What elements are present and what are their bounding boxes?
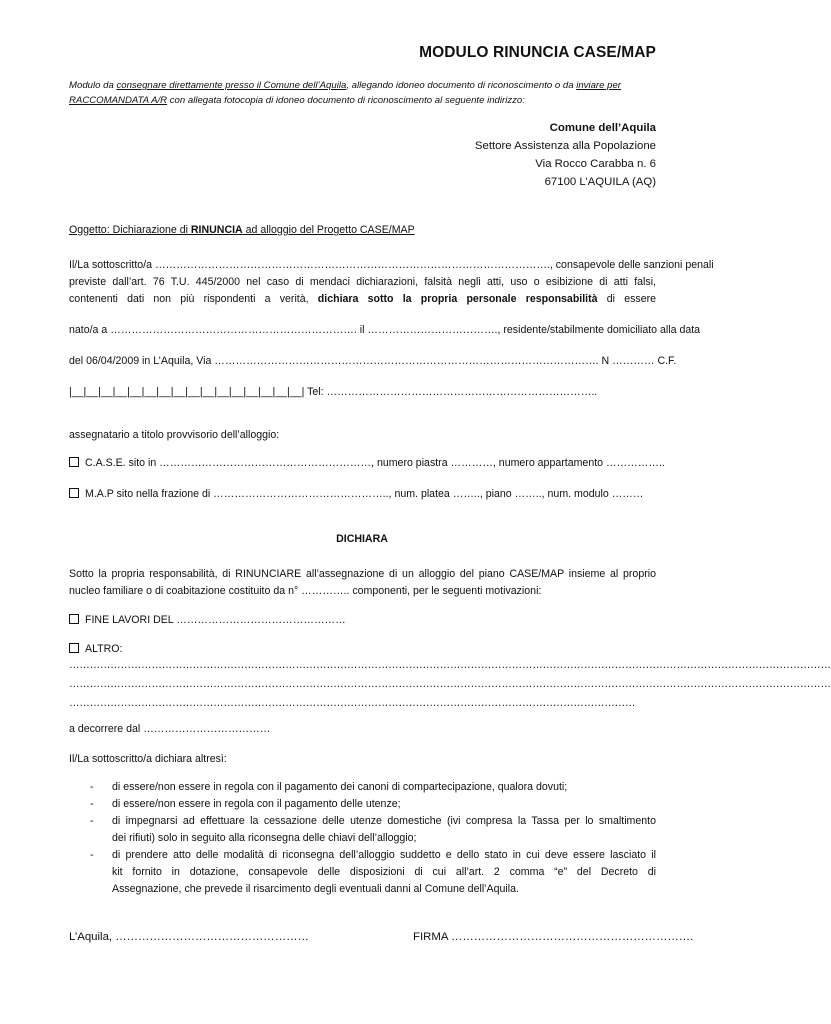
- cf-phone-line: |__|__|__|__|__|__|__|__|__|__|__|__|__|__|__|__| Tel: …………………………………………………………………..: [69, 386, 598, 398]
- renunciation-line-1: Sotto la propria responsabilità, di RINUNCIARE all’assegnazione di un alloggio del piano CASE/MAP insieme al proprio: [69, 568, 656, 580]
- also-declares-label: Il/La sottoscritto/a dichiara altresì:: [69, 753, 227, 765]
- declarant-line-1: Il/La sottoscritto/a …………………………………………………………………………………………………., consapevole delle sanzioni penali: [69, 259, 714, 271]
- declares-heading: DICHIARA: [336, 533, 388, 545]
- address-department: Settore Assistenza alla Popolazione: [474, 140, 656, 152]
- subject-line: Oggetto: Dichiarazione di RINUNCIA ad alloggio del Progetto CASE/MAP: [69, 224, 415, 236]
- effective-date-line: a decorrere dal ………………………………: [69, 723, 271, 735]
- end-works-option: [69, 614, 346, 626]
- bullet-dash: -: [90, 849, 94, 861]
- case-checkbox[interactable]: [69, 457, 79, 467]
- bullet-return-terms-1: di prendere atto delle modalità di riconsegna dell’alloggio suddetto e dello stato in cui deve essere lasciato il: [112, 849, 656, 861]
- other-label: ALTRO:: [85, 643, 123, 655]
- place-date-field[interactable]: L’Aquila, ……………………………………………: [69, 931, 309, 943]
- renunciation-line-2: nucleo familiare o di coabitazione costituito da n° ………….. componenti, per le seguenti motivazioni:: [69, 585, 542, 597]
- intro-registered-mail: RACCOMANDATA A/R: [69, 95, 168, 106]
- case-option: [69, 457, 665, 469]
- map-checkbox[interactable]: [69, 488, 79, 498]
- declarant-line-3: contenenti dati non più rispondenti a verità, dichiara sotto la propria personale responsabilità di essere: [69, 293, 657, 305]
- other-reason-line-2[interactable]: ……………………………………………………………………………………………………………………………………………………………………………………………………: [69, 678, 831, 690]
- bullet-fees-status: di essere/non essere in regola con il pagamento dei canoni di compartecipazione, qualora dovuti;: [112, 781, 568, 793]
- assignee-label: assegnatario a titolo provvisorio dell’alloggio:: [69, 429, 280, 441]
- bullet-utilities-status: di essere/non essere in regola con il pagamento delle utenze;: [112, 798, 401, 810]
- end-works-checkbox[interactable]: [69, 614, 79, 624]
- bullet-dash: -: [90, 798, 94, 810]
- bullet-return-terms-2: kit fornito in dotazione, consapevole delle disposizioni di cui all’art. 2 comma “e” del Decreto di: [112, 866, 656, 878]
- case-option-label: C.A.S.E. sito in ……………………………………………………, numero piastra …………, numero appartamento ……………..: [85, 457, 665, 469]
- declarant-line-2: previste dall’art. 76 T.U. 445/2000 nel caso di mendaci dichiarazioni, falsità negli atti, uso o esibizione di atti falsi,: [69, 276, 656, 288]
- bullet-dash: -: [90, 815, 94, 827]
- other-reason-line-1[interactable]: ……………………………………………………………………………………………………………………………………………………………………………………………………: [69, 659, 831, 671]
- other-checkbox[interactable]: [69, 643, 79, 653]
- other-reason-line-3[interactable]: …………………………………………………………………………………………………………………………………………………: [69, 697, 636, 709]
- signature-field[interactable]: FIRMA ……………………………………………………….: [413, 931, 694, 943]
- bullet-utilities-termination-2: dei rifiuti) solo in seguito alla riconsegna delle chiavi dell’alloggio;: [112, 832, 417, 844]
- address-street: Via Rocco Carabba n. 6: [535, 158, 656, 170]
- bullet-dash: -: [90, 781, 94, 793]
- address-name: Comune dell’Aquila: [549, 122, 656, 134]
- intro-deliver-directly: consegnare direttamente presso il Comune dell’Aquila: [116, 80, 347, 91]
- address-city: 67100 L’AQUILA (AQ): [544, 176, 656, 188]
- intro-send-by: inviare per: [576, 80, 621, 91]
- bullet-utilities-termination-1: di impegnarsi ad effettuare la cessazione delle utenze domestiche (ivi compresa la Tassa per lo smaltimento: [112, 815, 656, 827]
- other-option: [69, 643, 122, 655]
- address-cf-line: del 06/04/2009 in L’Aquila, Via ………………………………………………………………………………………………. N ………… C.F.: [69, 355, 677, 367]
- bullet-return-terms-3: Assegnazione, che prevede il risarcimento degli eventuali danni al Comune dell’Aquila.: [112, 883, 519, 895]
- form-title: MODULO RINUNCIA CASE/MAP: [419, 44, 656, 61]
- map-option: [69, 488, 644, 500]
- end-works-label: FINE LAVORI DEL …………………………………………: [85, 614, 346, 626]
- map-option-label: M.A.P sito nella frazione di ………………………………………….., num. platea …….., piano …….., num. modulo ………: [85, 488, 644, 500]
- intro-line-2: RACCOMANDATA A/R con allegata fotocopia di idoneo documento di riconoscimento al seguente indirizzo:: [69, 95, 525, 106]
- intro-line-1: Modulo da consegnare direttamente presso il Comune dell’Aquila, allegando idoneo documento di riconoscimento o da inviare per: [69, 80, 621, 91]
- birth-residence-line: nato/a a ……………………………………………………………. il ………………………………., residente/stabilmente domiciliato alla data: [69, 324, 701, 336]
